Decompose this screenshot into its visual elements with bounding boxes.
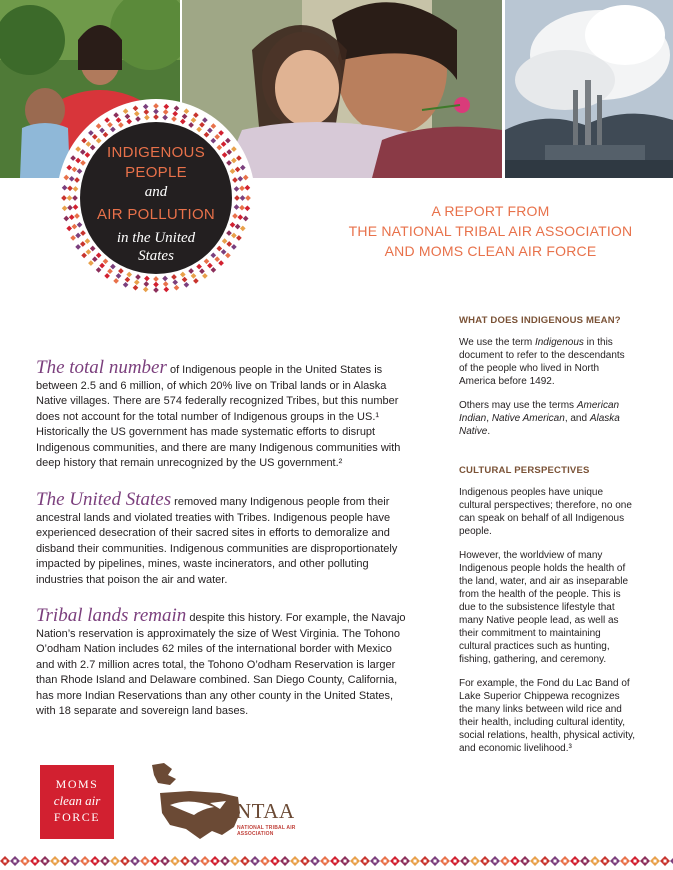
- text-run: .: [487, 426, 491, 437]
- sidebar-indigenous-meaning: [459, 314, 635, 449]
- logo-text: MOMS: [55, 777, 99, 791]
- ntaa-logo: [150, 763, 310, 843]
- report-heading-line: A REPORT FROM: [431, 203, 550, 219]
- decorative-border: [0, 853, 673, 870]
- sidebar-paragraph: [459, 399, 635, 438]
- logo-text: clean air: [53, 793, 101, 808]
- ntaa-full-name: NATIONAL TRIBAL AIR ASSOCIATION: [237, 825, 296, 837]
- sidebar-paragraph: [459, 336, 635, 388]
- sidebar-paragraph: However, the worldview of many Indigenous people holds the health of the land, water, and air as inseparable from the health of the people. This is due to the subsistence lifestyle that many Native people lead, as well as their commitment to maintaining cultural practices such as hunting, fishing, gathering, and ceremony.: [459, 550, 628, 665]
- paragraph-lead: Tribal lands remain: [36, 605, 187, 626]
- sidebar-paragraph: Indigenous peoples have unique cultural perspectives; therefore, no one can speak on behalf of all Indigenous people.: [459, 487, 632, 537]
- report-heading: [318, 201, 663, 261]
- moms-clean-air-force-logo: [40, 765, 114, 839]
- text-run: Indigenous: [534, 337, 584, 348]
- text-run: American Indian: [459, 400, 620, 424]
- badge-title-line: PEOPLE: [125, 164, 187, 181]
- body-paragraph-tribal-lands: [36, 605, 406, 720]
- report-heading-line: AND MOMS CLEAN AIR FORCE: [384, 243, 597, 259]
- logo-text: FORCE: [53, 810, 101, 824]
- report-heading-line: THE NATIONAL TRIBAL AIR ASSOCIATION: [348, 223, 633, 239]
- text-run: , and: [564, 413, 590, 424]
- text-run: We use the term: [459, 337, 535, 348]
- text-run: Others may use the terms: [459, 400, 577, 411]
- text-run: ,: [486, 413, 492, 424]
- paragraph-body: removed many Indigenous people from their ancestral lands and violated treaties with Tribes. Indigenous people have experienced desecration of their sacred sites in efforts to demoralize and disband their communities. Indigenous communities are disproportionately impacted by pipelines, mines, waste incinerators, and other polluting industries that poison the air and water.: [36, 496, 398, 586]
- badge-title-line: States: [138, 248, 174, 264]
- badge-title-line: AIR POLLUTION: [96, 206, 216, 223]
- sidebar-heading: WHAT DOES INDIGENOUS MEAN?: [459, 315, 621, 326]
- paragraph-lead: The United States: [36, 489, 172, 510]
- sidebar-paragraph: For example, the Fond du Lac Band of Lake Superior Chippewa recognizes the many links between wild rice and their health, including cultural identity, social relations, health, physical activity, and economic livelihood.³: [459, 678, 636, 754]
- body-paragraph-united-states: [36, 489, 406, 588]
- badge-title-line: in the United: [116, 230, 196, 246]
- sidebar-heading: CULTURAL PERSPECTIVES: [459, 465, 590, 476]
- paragraph-lead: The total number: [36, 357, 167, 378]
- ntaa-abbreviation: NTAA: [236, 799, 295, 823]
- text-run: in this document to refer to the descendants of the people who lived in North America before 1492.: [459, 337, 625, 387]
- sidebar-cultural-perspectives: [459, 464, 635, 766]
- body-paragraph-total-number: [36, 357, 406, 472]
- paragraph-body: of Indigenous people in the United States is between 2.5 and 6 million, of which 20% live on Tribal lands or in Alaska Native villages. There are 574 federally recognized Tribes, but this number does not account for the total number of Indigenous groups in the US.¹ Historically the US government has made systematic efforts to disrupt Indigenous communities, and there are many Indigenous communities with deep history that remain unrecognized by the US government.²: [36, 364, 401, 469]
- badge-title-line: and: [144, 184, 168, 200]
- paragraph-body: despite this history. For example, the Navajo Nation’s reservation is approximately the size of West Virginia. The Tohono O’odham Nation includes 62 miles of the international border with Mexico and with 2.7 million acres total, the Tohono O’odham Reservation is larger than Rhode Island and Delaware combined. San Diego County, California, has more Indian Reservations than any other county in the United States, with 18 separate and sovereign land bases.: [36, 612, 406, 717]
- text-run: Native American: [491, 413, 565, 424]
- badge-title-line: INDIGENOUS: [106, 144, 205, 161]
- photo-smokestacks: [505, 0, 673, 178]
- text-run: Alaska Native: [459, 413, 620, 437]
- title-badge: [56, 98, 256, 298]
